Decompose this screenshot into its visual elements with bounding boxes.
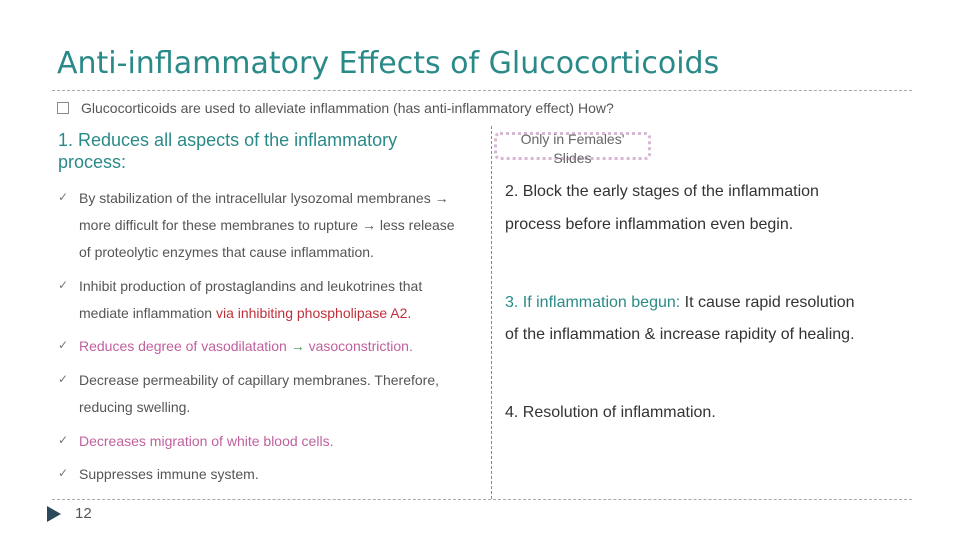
point-if-begun-line1 [505,294,855,312]
badge-line-2: Slides [553,150,592,166]
title-divider [52,90,912,91]
point-1-line-2: more difficult for these membranes to rupture → less release [79,217,455,233]
footer-divider [52,499,912,500]
point-5-text: Decreases migration of white blood cells. [79,433,334,449]
left-heading-line1: 1. Reduces all aspects of the inflammatory [58,130,398,150]
point-3-text-a: Reduces degree of vasodilatation [79,338,291,354]
column-divider [491,126,492,499]
right-arrow-icon: → [290,338,305,354]
point-block-early-line2: process before inflammation even begin. [505,216,794,233]
page-title: Anti-inflammatory Effects of Glucocorticoids [57,46,720,81]
point-2-line-2b: via inhibiting phospholipase A2. [215,305,412,321]
point-block-early-line1: 2. Block the early stages of the inflammation [505,183,819,200]
page-number: 12 [75,505,92,522]
point-2-line-2a: mediate inflammation [79,305,216,321]
point-resolution: 4. Resolution of inflammation. [505,404,716,421]
point-if-begun-rest: It cause rapid resolution [680,294,855,311]
left-heading-line2: process: [58,152,127,172]
badge-line-1: Only in Females' [520,131,625,147]
point-if-begun-line2: of the inflammation & increase rapidity of healing. [505,326,855,343]
point-4-line-1: Decrease permeability of capillary membranes. Therefore, [79,372,440,388]
point-4-line-2: reducing swelling. [79,399,191,415]
check-icon: ✓ [58,372,69,386]
females-slides-badge [494,131,651,166]
point-3-text-b: vasoconstriction. [304,338,413,354]
left-heading [58,129,478,173]
point-if-begun-label: 3. If inflammation begun: [505,294,681,311]
check-icon: ✓ [58,338,69,352]
check-icon: ✓ [58,278,69,292]
point-1-line-3: of proteolytic enzymes that cause inflammation. [79,244,374,260]
square-bullet-icon [57,102,69,114]
check-icon: ✓ [58,433,69,447]
check-icon: ✓ [58,190,69,204]
point-6-text: Suppresses immune system. [79,466,259,482]
intro-line [57,100,614,116]
check-icon: ✓ [58,466,69,480]
intro-text: Glucocorticoids are used to alleviate inflammation (has anti-inflammatory effect) How? [81,100,614,116]
footer-triangle-icon [47,506,61,522]
point-2-line-1: Inhibit production of prostaglandins and leukotrines that [79,278,423,294]
point-1-line-1: By stabilization of the intracellular lysozomal membranes → [79,190,449,206]
